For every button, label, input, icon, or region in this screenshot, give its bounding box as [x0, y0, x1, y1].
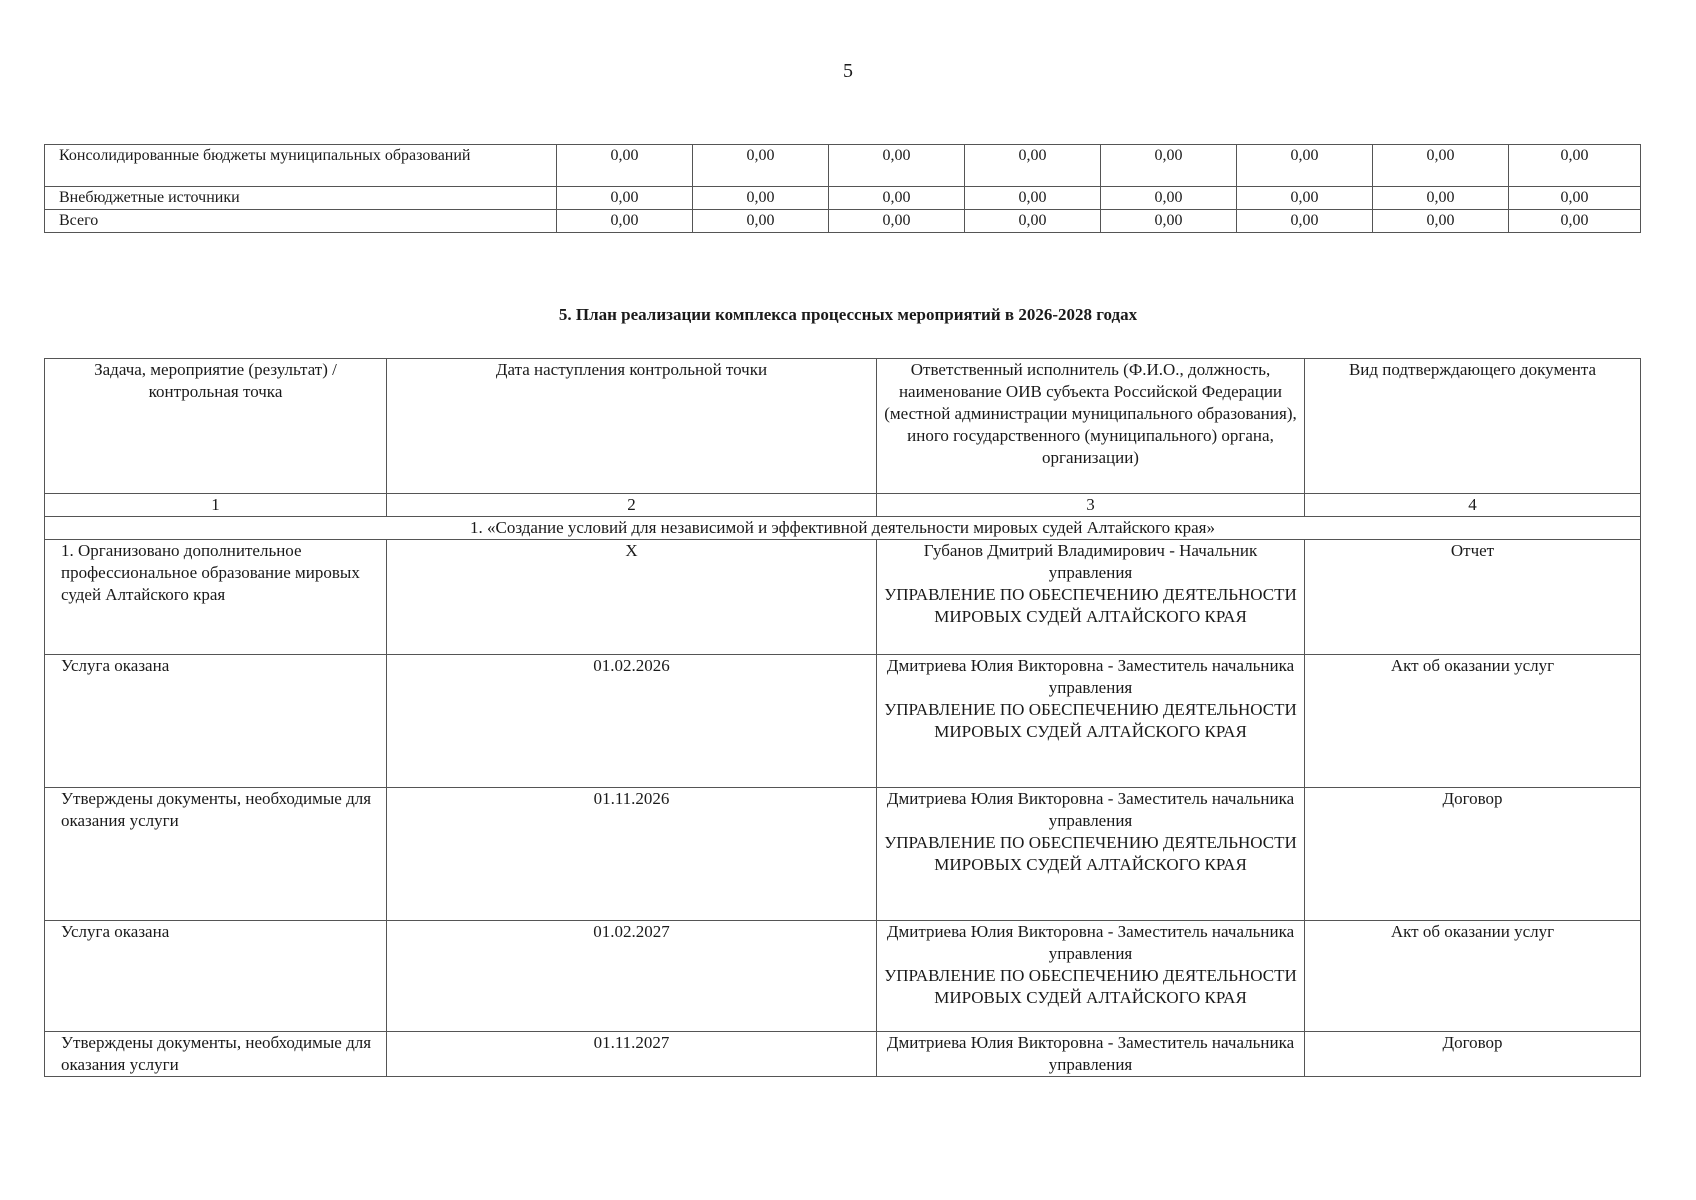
budget-cell: 0,00 [693, 145, 829, 187]
responsible-person: Дмитриева Юлия Викторовна - Заместитель начальника управления [886, 922, 1295, 963]
table-row [45, 788, 1641, 921]
responsible-person: Дмитриева Юлия Викторовна - Заместитель начальника управления [886, 1033, 1295, 1074]
row-responsible [877, 921, 1305, 1032]
row-item: 1. Организовано дополнительное профессиональное образование мировых судей Алтайского края [45, 540, 387, 655]
column-number: 3 [877, 494, 1305, 517]
budget-cell: 0,00 [1101, 187, 1237, 210]
table-row [45, 655, 1641, 788]
header-task: Задача, мероприятие (результат) / контрольная точка [45, 359, 387, 494]
budget-cell: 0,00 [1237, 210, 1373, 233]
budget-cell: 0,00 [557, 210, 693, 233]
row-date: X [387, 540, 877, 655]
budget-row-label: Внебюджетные источники [45, 187, 557, 210]
responsible-person: Губанов Дмитрий Владимирович - Начальник управления [923, 541, 1258, 582]
budget-cell: 0,00 [1509, 187, 1641, 210]
budget-row-label: Всего [45, 210, 557, 233]
row-date: 01.02.2027 [387, 921, 877, 1032]
budget-cell: 0,00 [965, 210, 1101, 233]
budget-cell: 0,00 [557, 187, 693, 210]
row-item: Услуга оказана [45, 921, 387, 1032]
budget-cell: 0,00 [965, 145, 1101, 187]
budget-cell: 0,00 [1509, 145, 1641, 187]
budget-cell: 0,00 [1373, 145, 1509, 187]
column-number: 4 [1305, 494, 1641, 517]
table-row [45, 1032, 1641, 1077]
section-title: 5. План реализации комплекса процессных мероприятий в 2026-2028 годах [558, 305, 1138, 324]
budget-cell: 0,00 [1101, 210, 1237, 233]
row-document: Договор [1305, 1032, 1641, 1077]
budget-cell: 0,00 [1373, 210, 1509, 233]
row-date: 01.02.2026 [387, 655, 877, 788]
column-number: 1 [45, 494, 387, 517]
row-document: Отчет [1305, 540, 1641, 655]
responsible-org: УПРАВЛЕНИЕ ПО ОБЕСПЕЧЕНИЮ ДЕЯТЕЛЬНОСТИ МИРОВЫХ СУДЕЙ АЛТАЙСКОГО КРАЯ [884, 700, 1297, 741]
plan-header-row [45, 359, 1641, 494]
row-responsible [877, 540, 1305, 655]
budget-cell: 0,00 [693, 210, 829, 233]
budget-table [44, 144, 1641, 233]
header-responsible: Ответственный исполнитель (Ф.И.О., должность, наименование ОИВ субъекта Российской Федерации (местной администрации муниципального образования), иного государственного (муниципального) органа, организации) [877, 359, 1305, 494]
responsible-org: УПРАВЛЕНИЕ ПО ОБЕСПЕЧЕНИЮ ДЕЯТЕЛЬНОСТИ МИРОВЫХ СУДЕЙ АЛТАЙСКОГО КРАЯ [884, 833, 1297, 874]
header-document: Вид подтверждающего документа [1305, 359, 1641, 494]
budget-cell: 0,00 [1237, 145, 1373, 187]
row-document: Акт об оказании услуг [1305, 655, 1641, 788]
table-row [45, 540, 1641, 655]
row-item: Услуга оказана [45, 655, 387, 788]
plan-table [44, 358, 1641, 1077]
budget-cell: 0,00 [1237, 187, 1373, 210]
budget-cell: 0,00 [829, 210, 965, 233]
header-date: Дата наступления контрольной точки [387, 359, 877, 494]
budget-cell: 0,00 [557, 145, 693, 187]
row-document: Договор [1305, 788, 1641, 921]
column-number: 2 [387, 494, 877, 517]
budget-cell: 0,00 [1509, 210, 1641, 233]
task-title-row [45, 517, 1641, 540]
page-number: 5 [843, 60, 853, 82]
budget-row [45, 210, 1641, 233]
budget-row-label: Консолидированные бюджеты муниципальных образований [45, 145, 557, 187]
row-document: Акт об оказании услуг [1305, 921, 1641, 1032]
row-date: 01.11.2027 [387, 1032, 877, 1077]
budget-cell: 0,00 [693, 187, 829, 210]
budget-cell: 0,00 [829, 145, 965, 187]
budget-cell: 0,00 [965, 187, 1101, 210]
budget-cell: 0,00 [1373, 187, 1509, 210]
row-date: 01.11.2026 [387, 788, 877, 921]
budget-row [45, 145, 1641, 187]
row-responsible [877, 788, 1305, 921]
budget-cell: 0,00 [829, 187, 965, 210]
budget-row [45, 187, 1641, 210]
column-numbers-row [45, 494, 1641, 517]
row-item: Утверждены документы, необходимые для оказания услуги [45, 1032, 387, 1077]
responsible-person: Дмитриева Юлия Викторовна - Заместитель начальника управления [886, 656, 1295, 697]
responsible-person: Дмитриева Юлия Викторовна - Заместитель начальника управления [886, 789, 1295, 830]
responsible-org: УПРАВЛЕНИЕ ПО ОБЕСПЕЧЕНИЮ ДЕЯТЕЛЬНОСТИ МИРОВЫХ СУДЕЙ АЛТАЙСКОГО КРАЯ [884, 585, 1297, 626]
budget-cell: 0,00 [1101, 145, 1237, 187]
table-row [45, 921, 1641, 1032]
task-title: 1. «Создание условий для независимой и эффективной деятельности мировых судей Алтайского края» [45, 517, 1641, 540]
row-responsible [877, 1032, 1305, 1077]
row-responsible [877, 655, 1305, 788]
row-item: Утверждены документы, необходимые для оказания услуги [45, 788, 387, 921]
responsible-org: УПРАВЛЕНИЕ ПО ОБЕСПЕЧЕНИЮ ДЕЯТЕЛЬНОСТИ МИРОВЫХ СУДЕЙ АЛТАЙСКОГО КРАЯ [884, 966, 1297, 1007]
